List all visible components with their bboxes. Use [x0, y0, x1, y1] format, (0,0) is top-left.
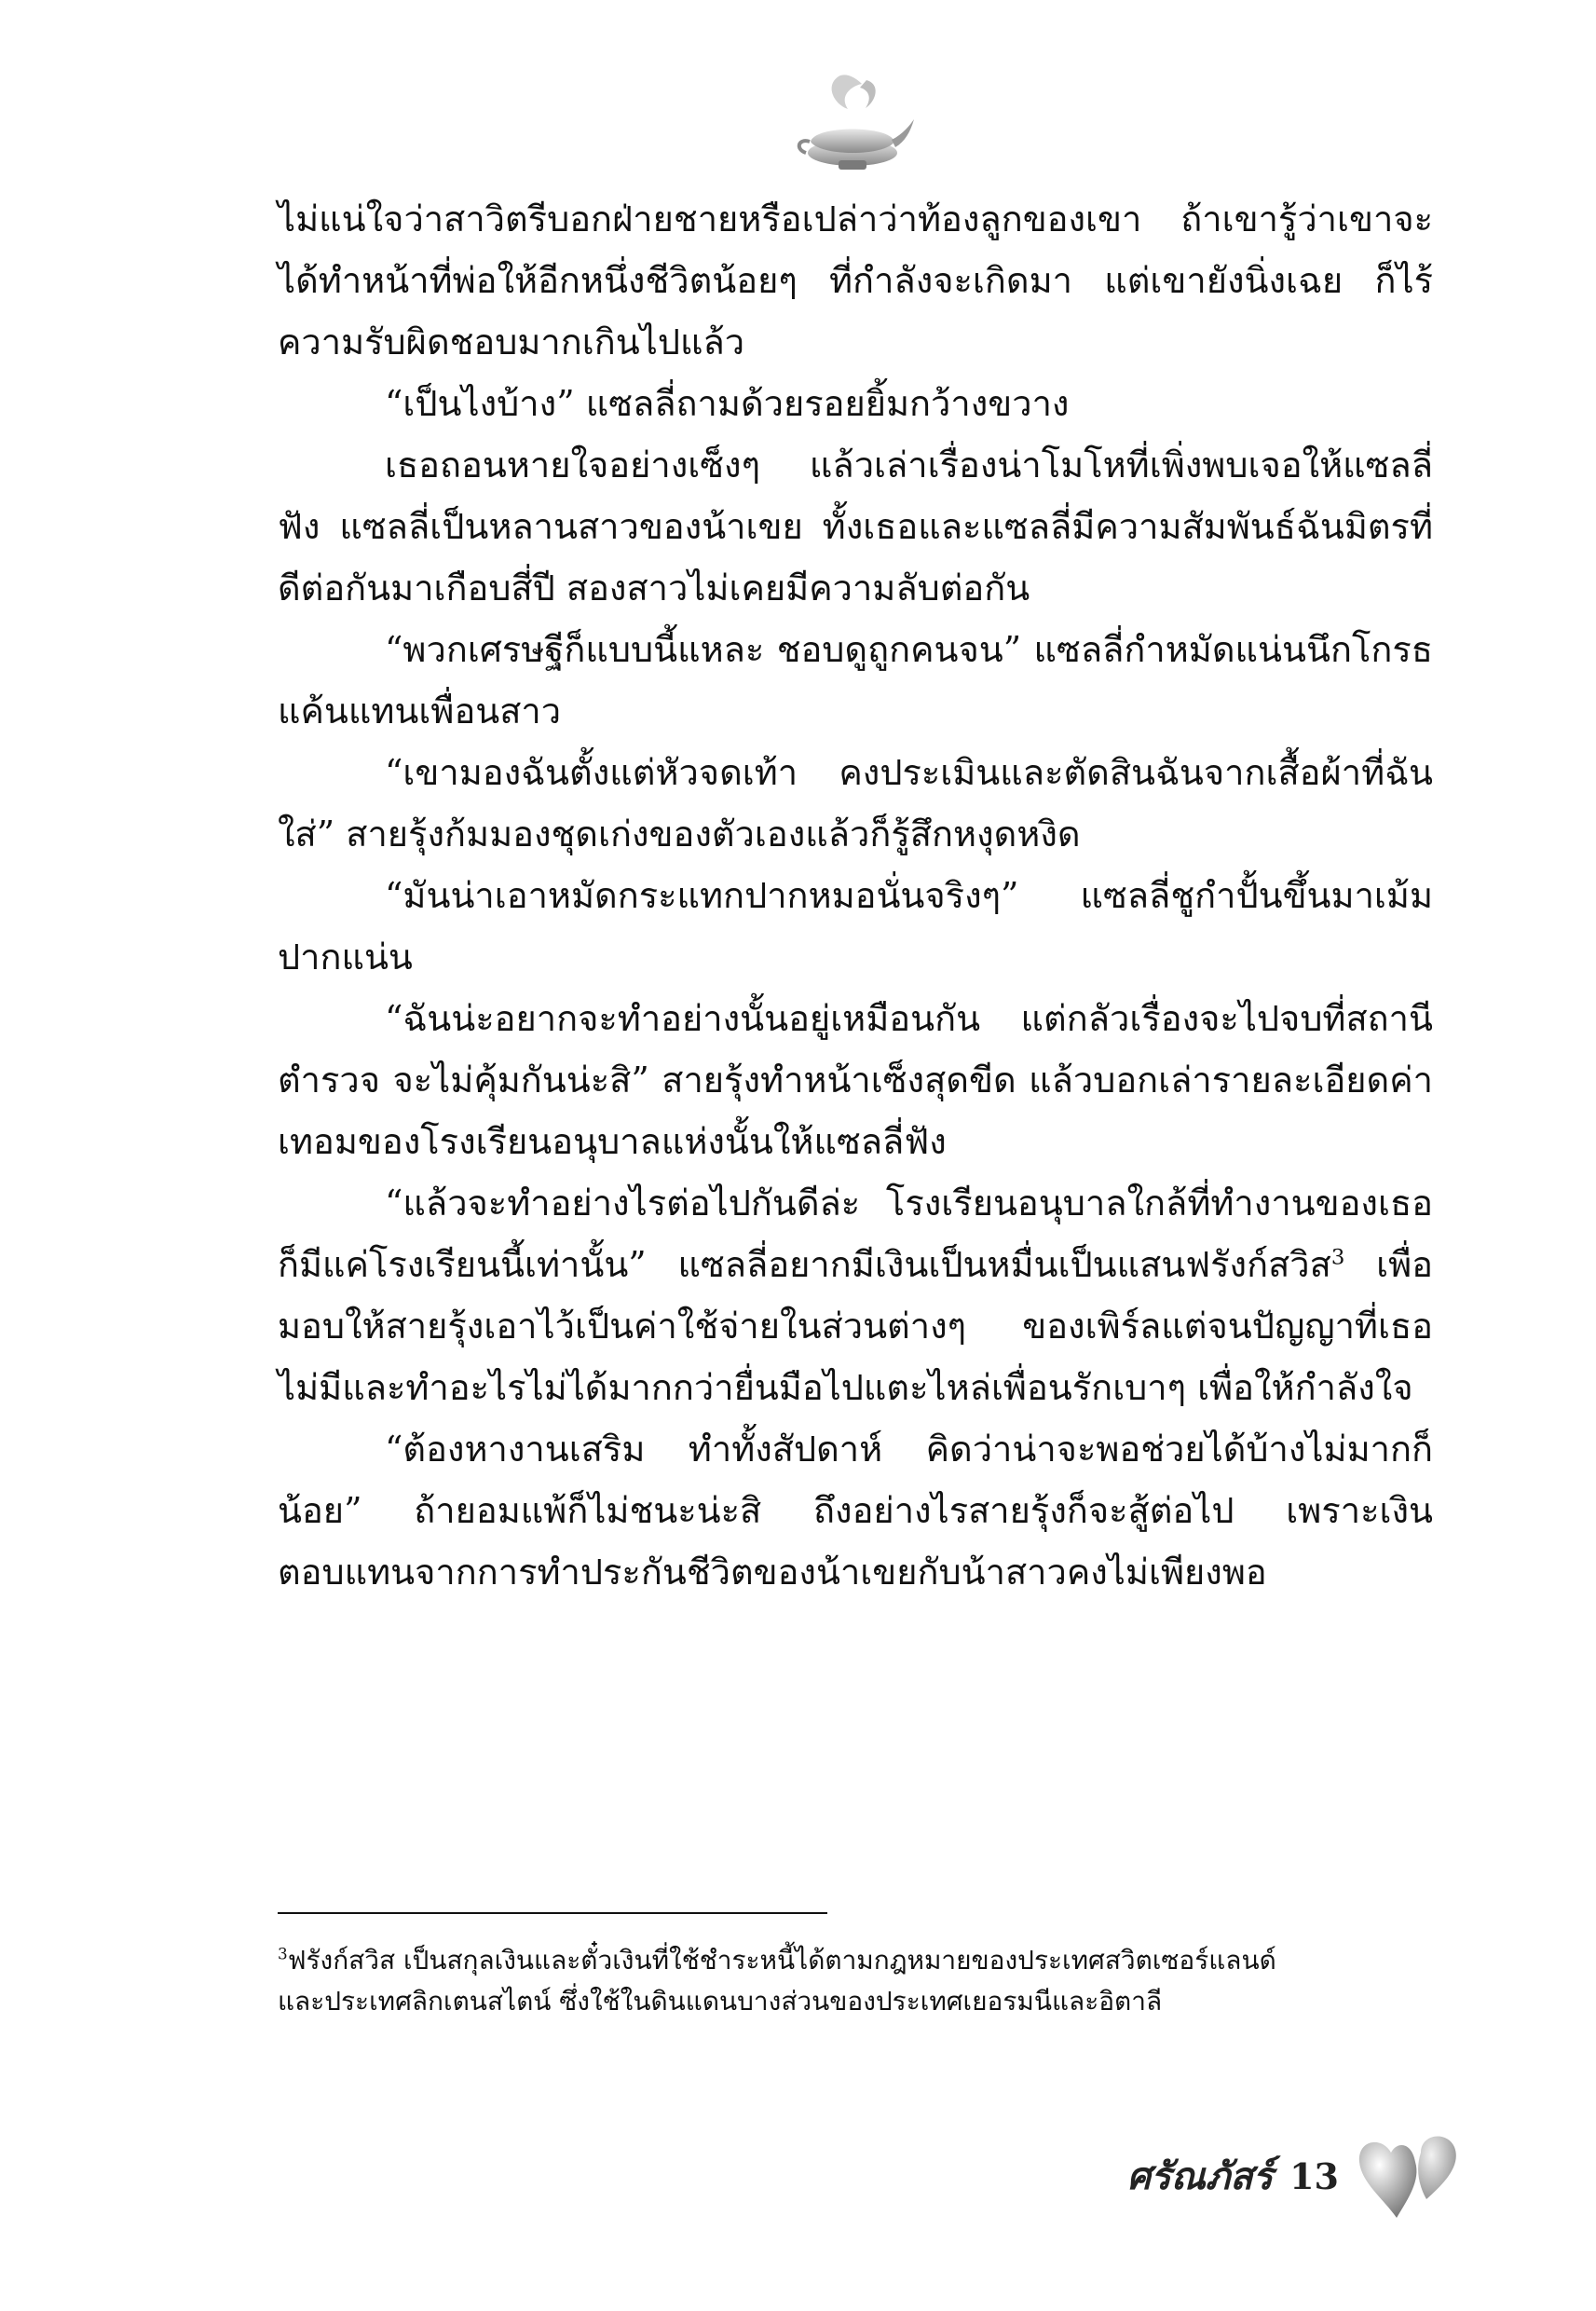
page-footer: [1127, 2125, 1466, 2227]
footnote-text: ฟรังก์สวิส เป็นสกุลเงินและตั๋วเงินที่ใช้ชำระหนี้ได้ตามกฎหมายของประเทศสวิตเซอร์แลนด์: [287, 1945, 1276, 1976]
author-name: ศรัณภัสร์: [1126, 2154, 1274, 2198]
paragraph: “ฉันน่ะอยากจะทำอย่างนั้นอยู่เหมือนกัน แต่กลัวเรื่องจะไปจบที่สถานีตำรวจ จะไม่คุ้มกันน่ะสิ” สายรุ้งทำหน้าเซ็งสุดขีด แล้วบอกเล่ารายละเอียดค่าเทอมของโรงเรียนอนุบาลแห่งนั้นให้แซลลี่ฟัง: [278, 998, 1433, 1162]
paragraph: “พวกเศรษฐีก็แบบนี้แหละ ชอบดูถูกคนจน” แซลลี่กำหมัดแน่นนึกโกรธแค้นแทนเพื่อนสาว: [278, 629, 1433, 732]
paragraph-text: “แล้วจะทำอย่างไรต่อไปกันดีล่ะ โรงเรียนอนุบาลใกล้ที่ทำงานของเธอก็มีแค่โรงเรียนนี้เท่านั้น” แซลลี่อยากมีเงินเป็นหมื่นเป็นแสนฟรังก์สวิส: [278, 1183, 1433, 1285]
footnote-divider: [278, 1912, 827, 1914]
page-number: 13: [1289, 2154, 1339, 2197]
genie-lamp-icon: [787, 67, 918, 179]
hearts-icon: [1354, 2125, 1466, 2227]
paragraph: เธอถอนหายใจอย่างเซ็งๆ แล้วเล่าเรื่องน่าโมโหที่เพิ่งพบเจอให้แซลลี่ฟัง แซลลี่เป็นหลานสาวของน้าเขย ทั้งเธอและแซลลี่มีความสัมพันธ์ฉันมิตรที่ดีต่อกันมาเกือบสี่ปี สองสาวไม่เคยมีความลับต่อกัน: [278, 444, 1433, 609]
paragraph-with-footnote: [278, 1172, 1433, 1418]
paragraph: “ต้องหางานเสริม ทำทั้งสัปดาห์ คิดว่าน่าจะพอช่วยได้บ้างไม่มากก็น้อย” ถ้ายอมแพ้ก็ไม่ชนะน่ะสิ ถึงอย่างไรสายรุ้งก็จะสู้ต่อไป เพราะเงินตอบแทนจากการทำประกันชีวิตของน้าเขยกับน้าสาวคงไม่เพียงพอ: [278, 1429, 1433, 1593]
footnote-marker: 3: [278, 1944, 288, 1963]
paragraph: “มันน่าเอาหมัดกระแทกปากหมอนั่นจริงๆ” แซลลี่ชูกำปั้นขึ้นมาเม้มปากแน่น: [278, 875, 1433, 978]
footnote-line: [278, 1940, 1433, 1981]
footnote-line: และประเทศลิกเตนสไตน์ ซึ่งใช้ในดินแดนบางส่วนของประเทศเยอรมนีและอิตาลี: [278, 1986, 1163, 2017]
footnote: [278, 1940, 1433, 2022]
paragraph-text: เพื่อมอบให้สายรุ้งเอาไว้เป็นค่าใช้จ่ายในส่วนต่างๆ ของเพิร์ลแต่จนปัญญาที่เธอไม่มีและทำอะไรไม่ได้มากกว่ายื่นมือไปแตะไหล่เพื่อนรักเบาๆ เพื่อให้กำลังใจ: [278, 1244, 1433, 1408]
paragraph: “เขามองฉันตั้งแต่หัวจดเท้า คงประเมินและตัดสินฉันจากเสื้อผ้าที่ฉันใส่” สายรุ้งก้มมองชุดเก่งของตัวเองแล้วก็รู้สึกหงุดหงิด: [278, 752, 1433, 855]
paragraph: “เป็นไงบ้าง” แซลลี่ถามด้วยรอยยิ้มกว้างขวาง: [385, 383, 1070, 424]
paragraph: ไม่แน่ใจว่าสาวิตรีบอกฝ่ายชายหรือเปล่าว่าท้องลูกของเขา ถ้าเขารู้ว่าเขาจะได้ทำหน้าที่พ่อให้อีกหนึ่งชีวิตน้อยๆ ที่กำลังจะเกิดมา แต่เขายังนิ่งเฉย ก็ไร้ความรับผิดชอบมากเกินไปแล้ว: [278, 198, 1433, 362]
footnote-reference: 3: [1330, 1245, 1345, 1270]
body-text: [278, 188, 1433, 1603]
